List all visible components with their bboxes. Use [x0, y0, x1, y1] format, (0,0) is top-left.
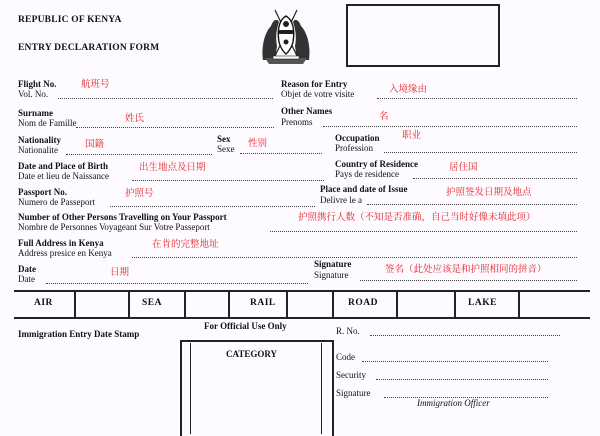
dob-label: Date and Place of Birth: [18, 161, 108, 171]
residence-input-line[interactable]: [413, 178, 577, 179]
photo-box: [346, 4, 500, 67]
passport-label: Passport No.: [18, 187, 67, 197]
issue-input-line[interactable]: [367, 204, 577, 205]
address-label: Full Address in Kenya: [18, 238, 104, 248]
signature-label-cn: 签名（此处应该是和护照相同的拼音）: [385, 264, 547, 275]
official-use-label: For Official Use Only: [204, 321, 287, 331]
cell-divider: [396, 292, 398, 317]
other-persons-label: Number of Other Persons Travelling on Your Passport: [18, 212, 227, 222]
address-label-cn: 在肯的完整地址: [152, 239, 219, 250]
other-names-label-cn: 名: [379, 111, 389, 122]
dob-label-cn: 出生地点及日期: [139, 162, 206, 173]
travel-mode-strip: [14, 290, 590, 319]
nationality-label: Nationality: [18, 135, 62, 145]
code-input-line[interactable]: [362, 361, 548, 362]
other-names-input-line[interactable]: [323, 126, 577, 127]
date-label-cn: 日期: [110, 267, 130, 278]
republic-title: REPUBLIC OF KENYA: [18, 15, 122, 25]
occupation-input-line[interactable]: [384, 152, 577, 153]
address-input-line[interactable]: [132, 257, 577, 258]
date-label-fr: Date: [18, 274, 35, 284]
cell-divider: [74, 292, 76, 317]
reason-label: Reason for Entry: [281, 79, 348, 89]
flight-input-line[interactable]: [58, 98, 273, 99]
security-input-line[interactable]: [376, 379, 548, 380]
cell-divider: [518, 292, 520, 317]
occupation-label-fr: Profession: [335, 143, 373, 153]
other-persons-label-fr: Nombre de Personnes Voyageant Sur Votre Passeport: [18, 222, 210, 232]
sex-label: Sex: [217, 134, 231, 144]
cell-divider: [286, 292, 288, 317]
r-no-label: R. No.: [336, 326, 360, 336]
other-persons-label-cn: 护照携行人数（不知是否准确，自己当时好像未填此项）: [298, 212, 536, 223]
travel-mode-road[interactable]: ROAD: [348, 298, 378, 308]
cell-divider: [228, 292, 230, 317]
travel-mode-lake[interactable]: LAKE: [468, 298, 497, 308]
nationality-label-fr: Nationalite: [18, 145, 58, 155]
other-names-label: Other Names: [281, 106, 333, 116]
form-title: ENTRY DECLARATION FORM: [18, 43, 160, 53]
cell-divider: [128, 292, 130, 317]
r-no-input-line[interactable]: [370, 335, 560, 336]
issue-label: Place and date of Issue: [320, 184, 408, 194]
sex-input-line[interactable]: [240, 153, 322, 154]
security-label: Security: [336, 370, 366, 380]
signature-label: Signature: [314, 259, 352, 269]
cell-divider: [184, 292, 186, 317]
category-label: CATEGORY: [226, 349, 278, 359]
passport-label-fr: Numero de Passeport: [18, 197, 95, 207]
occupation-label: Occupation: [335, 133, 380, 143]
issue-label-cn: 护照签发日期及地点: [446, 187, 532, 198]
residence-label: Country of Residence: [335, 159, 418, 169]
occupation-label-cn: 职业: [402, 130, 422, 141]
residence-label-fr: Pays de residence: [335, 169, 399, 179]
sex-label-cn: 性别: [248, 138, 268, 149]
reason-label-cn: 入境缘由: [389, 84, 428, 95]
dob-input-line[interactable]: [132, 180, 324, 181]
cell-divider: [332, 292, 334, 317]
reason-input-line[interactable]: [377, 98, 577, 99]
immigration-officer-label: Immigration Officer: [417, 398, 490, 408]
passport-label-cn: 护照号: [125, 188, 154, 199]
coat-of-arms-icon: [255, 6, 317, 66]
other-names-label-fr: Prenoms: [281, 117, 313, 127]
entry-stamp-label: Immigration Entry Date Stamp: [18, 329, 140, 339]
passport-input-line[interactable]: [110, 206, 315, 207]
nationality-label-cn: 国籍: [85, 139, 105, 150]
signature-input-line[interactable]: [360, 280, 577, 281]
dob-label-fr: Date et lieu de Naissance: [18, 171, 109, 181]
travel-mode-rail[interactable]: RAIL: [250, 298, 276, 308]
issue-label-fr: Delivre le a: [320, 195, 362, 205]
other-persons-input-line[interactable]: [270, 231, 577, 232]
code-label: Code: [336, 352, 355, 362]
nationality-input-line[interactable]: [66, 154, 212, 155]
signature-label-fr: Signature: [314, 270, 349, 280]
surname-input-line[interactable]: [76, 127, 274, 128]
flight-label-cn: 航班号: [81, 79, 110, 90]
date-input-line[interactable]: [46, 283, 308, 284]
reason-label-fr: Objet de votre visite: [281, 89, 355, 99]
sex-label-fr: Sexe: [217, 144, 235, 154]
flight-label-fr: Vol. No.: [18, 89, 49, 99]
flight-label: Flight No.: [18, 79, 57, 89]
official-signature-label: Signature: [336, 388, 371, 398]
surname-label-cn: 姓氏: [125, 113, 145, 124]
surname-label: Surname: [18, 108, 54, 118]
travel-mode-air[interactable]: AIR: [34, 298, 53, 308]
cell-divider: [454, 292, 456, 317]
address-label-fr: Address presice en Kenya: [18, 248, 112, 258]
date-label: Date: [18, 264, 36, 274]
residence-label-cn: 居住国: [449, 162, 478, 173]
surname-label-fr: Nom de Famille: [18, 118, 77, 128]
travel-mode-sea[interactable]: SEA: [142, 298, 162, 308]
